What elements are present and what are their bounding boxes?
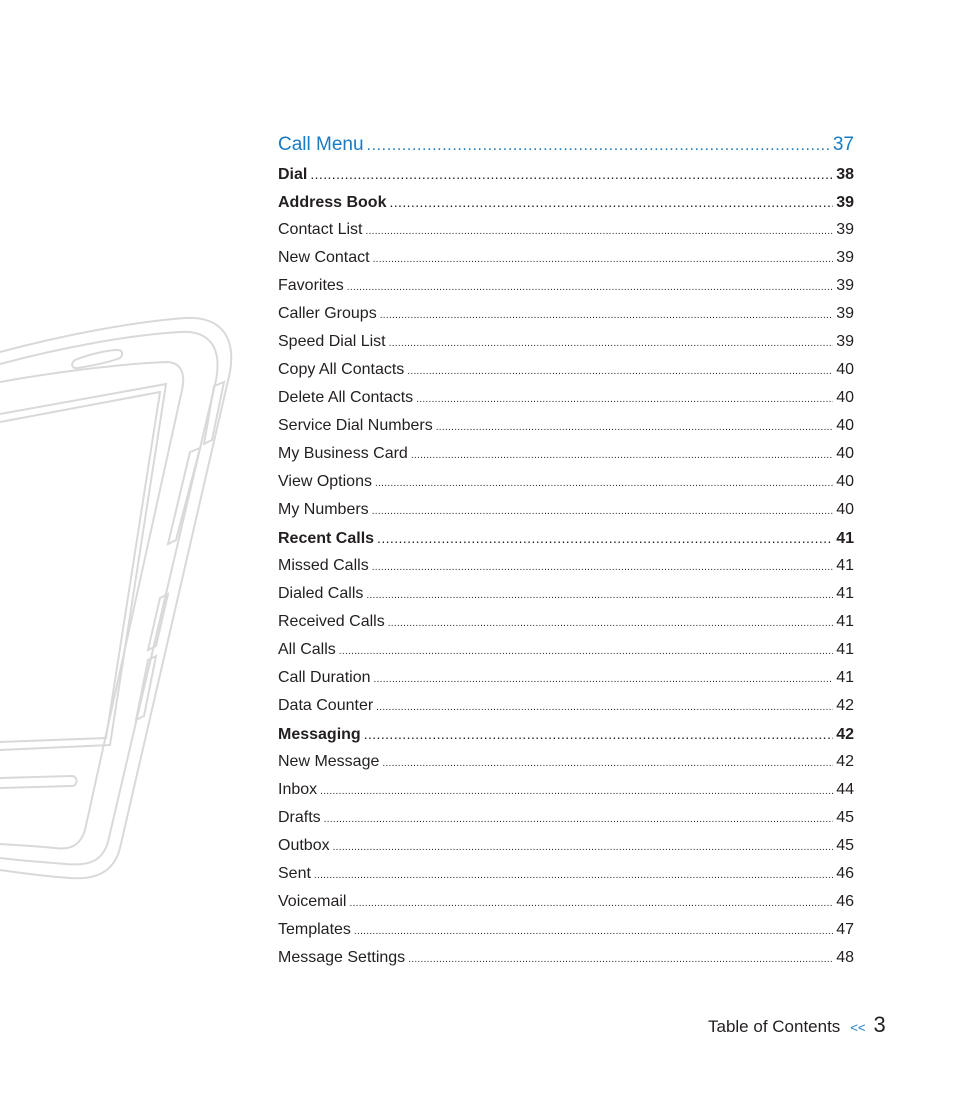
toc-entry-page: 45	[836, 809, 854, 826]
toc-leader-dots	[377, 524, 833, 552]
toc-entry-dial[interactable]	[278, 160, 854, 188]
toc-leader-dots	[416, 386, 833, 412]
toc-entry-label: Outbox	[278, 837, 330, 854]
toc-entry-received-calls[interactable]	[278, 608, 854, 636]
toc-entry-templates[interactable]	[278, 916, 854, 944]
toc-entry-label: My Business Card	[278, 445, 408, 462]
toc-entry-label: Received Calls	[278, 613, 385, 630]
toc-leader-dots	[314, 862, 833, 888]
toc-entry-page: 42	[836, 726, 854, 743]
toc-entry-label: Speed Dial List	[278, 333, 386, 350]
toc-entry-all-calls[interactable]	[278, 636, 854, 664]
toc-entry-page: 39	[836, 221, 854, 238]
toc-leader-dots	[366, 582, 833, 608]
toc-entry-favorites[interactable]	[278, 272, 854, 300]
page-footer	[708, 1012, 886, 1038]
toc-entry-page: 41	[836, 557, 854, 574]
toc-entry-label: Inbox	[278, 781, 318, 798]
toc-entry-label: Dialed Calls	[278, 585, 364, 602]
toc-entry-label: Call Menu	[278, 134, 364, 155]
toc-entry-label: Favorites	[278, 277, 344, 294]
toc-leader-dots	[411, 442, 833, 468]
toc-leader-dots	[436, 414, 833, 440]
toc-entry-page: 39	[836, 249, 854, 266]
toc-entry-label: All Calls	[278, 641, 336, 658]
toc-entry-new-message[interactable]	[278, 748, 854, 776]
toc-entry-page: 41	[836, 530, 854, 547]
toc-leader-dots	[408, 946, 833, 972]
toc-entry-voicemail[interactable]	[278, 888, 854, 916]
toc-entry-outbox[interactable]	[278, 832, 854, 860]
toc-entry-page: 37	[832, 134, 854, 155]
toc-entry-label: Voicemail	[278, 893, 347, 910]
toc-leader-dots	[380, 302, 834, 328]
toc-entry-new-contact[interactable]	[278, 244, 854, 272]
toc-entry-label: New Message	[278, 753, 380, 770]
toc-leader-dots	[389, 330, 834, 356]
toc-entry-page: 40	[836, 361, 854, 378]
toc-entry-caller-groups[interactable]	[278, 300, 854, 328]
toc-leader-dots	[349, 890, 833, 916]
toc-leader-dots	[407, 358, 833, 384]
toc-leader-dots	[364, 720, 834, 748]
toc-entry-page: 39	[836, 305, 854, 322]
toc-entry-label: Caller Groups	[278, 305, 377, 322]
toc-leader-dots	[365, 218, 833, 244]
toc-entry-call-menu[interactable]	[278, 130, 854, 160]
toc-entry-label: Missed Calls	[278, 557, 369, 574]
toc-entry-my-business-card[interactable]	[278, 440, 854, 468]
toc-entry-recent-calls[interactable]	[278, 524, 854, 552]
toc-entry-label: Messaging	[278, 726, 361, 743]
toc-entry-label: New Contact	[278, 249, 370, 266]
toc-leader-dots	[373, 666, 833, 692]
toc-leader-dots	[324, 806, 834, 832]
toc-entry-address-book[interactable]	[278, 188, 854, 216]
toc-entry-page: 40	[836, 389, 854, 406]
toc-entry-view-options[interactable]	[278, 468, 854, 496]
toc-leader-dots	[310, 160, 833, 188]
toc-entry-copy-all-contacts[interactable]	[278, 356, 854, 384]
toc-entry-page: 47	[836, 921, 854, 938]
toc-entry-page: 38	[836, 166, 854, 183]
toc-entry-label: Contact List	[278, 221, 363, 238]
toc-entry-page: 42	[836, 697, 854, 714]
toc-leader-dots	[388, 610, 833, 636]
toc-leader-dots	[339, 638, 833, 664]
toc-leader-dots	[375, 470, 833, 496]
toc-entry-page: 41	[836, 613, 854, 630]
toc-entry-page: 44	[836, 781, 854, 798]
toc-entry-page: 39	[836, 333, 854, 350]
toc-entry-messaging[interactable]	[278, 720, 854, 748]
toc-entry-page: 41	[836, 669, 854, 686]
toc-entry-dialed-calls[interactable]	[278, 580, 854, 608]
toc-leader-dots	[367, 131, 830, 160]
toc-entry-page: 39	[836, 194, 854, 211]
toc-entry-label: Dial	[278, 166, 308, 183]
toc-entry-page: 40	[836, 501, 854, 518]
toc-entry-data-counter[interactable]	[278, 692, 854, 720]
toc-entry-page: 46	[836, 893, 854, 910]
toc-entry-sent[interactable]	[278, 860, 854, 888]
toc-leader-dots	[382, 750, 833, 776]
toc-entry-page: 41	[836, 585, 854, 602]
page-number: 3	[873, 1012, 886, 1037]
toc-entry-label: Recent Calls	[278, 530, 375, 547]
toc-entry-label: Sent	[278, 865, 311, 882]
toc-entry-page: 46	[836, 865, 854, 882]
toc-entry-drafts[interactable]	[278, 804, 854, 832]
toc-leader-dots	[372, 554, 834, 580]
toc-entry-label: Drafts	[278, 809, 321, 826]
table-of-contents	[278, 130, 854, 972]
toc-leader-dots	[320, 778, 833, 804]
toc-entry-missed-calls[interactable]	[278, 552, 854, 580]
toc-entry-label: Address Book	[278, 194, 387, 211]
toc-entry-page: 41	[836, 641, 854, 658]
toc-entry-page: 40	[836, 417, 854, 434]
toc-entry-call-duration[interactable]	[278, 664, 854, 692]
toc-entry-message-settings[interactable]	[278, 944, 854, 972]
toc-leader-dots	[333, 834, 834, 860]
toc-entry-page: 39	[836, 277, 854, 294]
toc-entry-delete-all-contacts[interactable]	[278, 384, 854, 412]
toc-entry-service-dial-numbers[interactable]	[278, 412, 854, 440]
toc-entry-page: 40	[836, 445, 854, 462]
toc-entry-contact-list[interactable]	[278, 216, 854, 244]
footer-section-label: Table of Contents	[708, 1017, 841, 1036]
toc-leader-dots	[389, 188, 833, 216]
toc-entry-speed-dial-list[interactable]	[278, 328, 854, 356]
toc-entry-label: Delete All Contacts	[278, 389, 414, 406]
toc-entry-label: View Options	[278, 473, 372, 490]
toc-entry-label: Service Dial Numbers	[278, 417, 433, 434]
toc-entry-inbox[interactable]	[278, 776, 854, 804]
toc-entry-label: My Numbers	[278, 501, 369, 518]
toc-entry-label: Message Settings	[278, 949, 406, 966]
toc-entry-my-numbers[interactable]	[278, 496, 854, 524]
toc-leader-dots	[347, 274, 833, 300]
toc-entry-label: Data Counter	[278, 697, 374, 714]
toc-entry-label: Templates	[278, 921, 351, 938]
toc-entry-page: 42	[836, 753, 854, 770]
toc-entry-page: 40	[836, 473, 854, 490]
toc-leader-dots	[376, 694, 833, 720]
toc-leader-dots	[372, 498, 834, 524]
toc-leader-dots	[373, 246, 834, 272]
toc-entry-label: Copy All Contacts	[278, 361, 405, 378]
toc-entry-page: 45	[836, 837, 854, 854]
phone-illustration	[0, 0, 260, 880]
toc-entry-label: Call Duration	[278, 669, 371, 686]
toc-entry-page: 48	[836, 949, 854, 966]
double-chevron-left-icon: <<	[850, 1020, 866, 1035]
toc-leader-dots	[354, 918, 833, 944]
